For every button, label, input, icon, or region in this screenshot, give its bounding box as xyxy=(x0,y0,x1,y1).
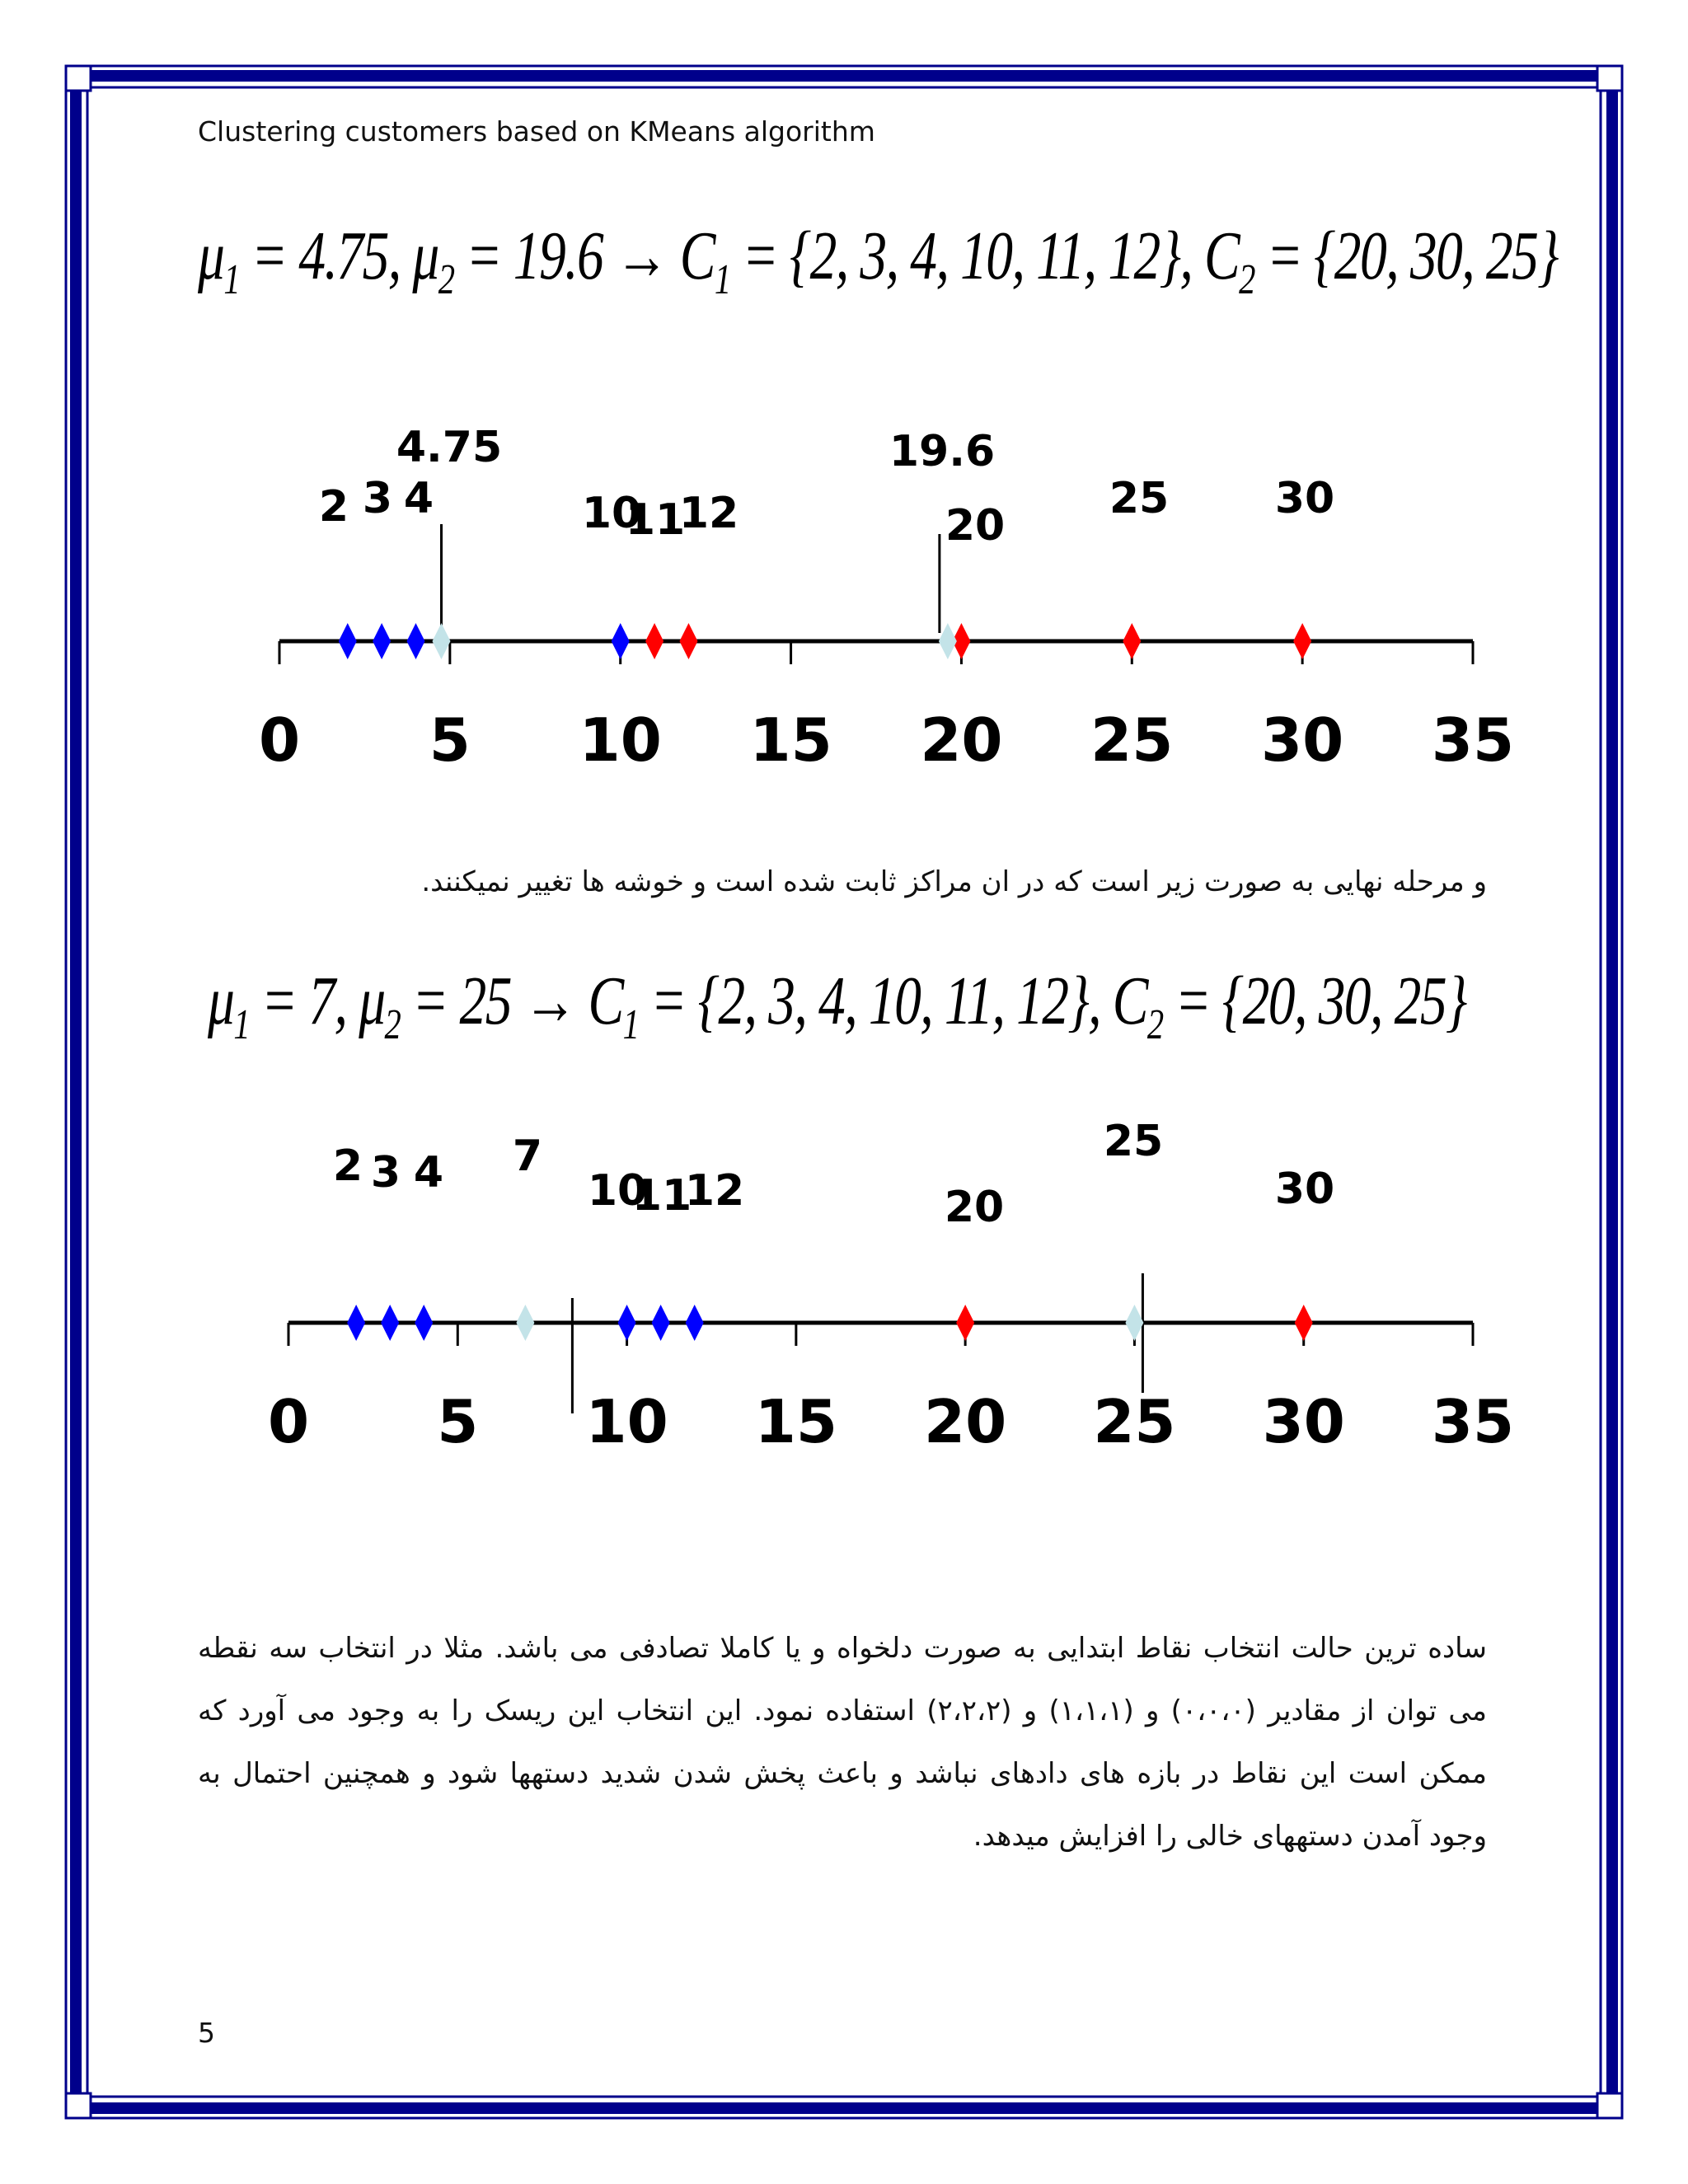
point-label: 3 xyxy=(370,1148,401,1197)
point-label: 4 xyxy=(413,1148,444,1197)
tick-label: 20 xyxy=(924,1387,1007,1456)
tick-label: 10 xyxy=(585,1387,668,1456)
tick-label: 10 xyxy=(579,705,662,775)
cluster1-point xyxy=(347,1305,365,1341)
mu1-value: 7 xyxy=(308,963,335,1039)
centroid-label: 4.75 xyxy=(396,423,503,472)
point-label: 2 xyxy=(318,482,349,532)
point-label: 20 xyxy=(945,501,1006,551)
tick-label: 25 xyxy=(1093,1387,1176,1456)
cluster1-point xyxy=(618,1305,636,1341)
cluster2-point xyxy=(1123,623,1141,659)
mu2-value: 19.6 xyxy=(513,218,603,294)
page-header: Clustering customers based on KMeans algorithm xyxy=(198,115,875,148)
point-label: 2 xyxy=(332,1141,363,1191)
tick-label: 35 xyxy=(1431,705,1515,775)
final-stage-sentence: و مرحله نهایی به صورت زیر است که در ان مراکز ثابت شده است و خوشه ها تغییر نمیکنند. xyxy=(421,865,1487,898)
cluster1-point xyxy=(381,1305,399,1341)
tick-label: 5 xyxy=(437,1387,479,1456)
cluster2-set: {20, 30, 25} xyxy=(1221,963,1466,1039)
centroid-point xyxy=(939,623,957,659)
initialization-paragraph: ساده ترین حالت انتخاب نقاط ابتدایی به صورت دلخواه و یا کاملا تصادفی می باشد. مثلا در انتخاب سه نقطه می توان از مقادیر (۰،۰،۰) و (۱،۱،۱) و (۲،۲،۲) استفاده نمود. این انتخاب این ریسک را به وجود می آورد که ممکن است این نقاط در بازه های دادهای نباشد و باعث پخش شدن شدید دستهها شود و همچنین احتمال به وجود آمدن دستههای خالی را افزایش میدهد. xyxy=(198,1632,1487,1853)
cluster1-set: {2, 3, 4, 10, 11, 12} xyxy=(789,218,1180,294)
cluster1-point xyxy=(339,623,357,659)
tick-label: 0 xyxy=(267,1387,310,1456)
formula-iteration: $\mu_1 = 4.75$, $\mu_2 = 19.6 \to C_1 = \{2$, 3, 4, 10, 11, 12}, $C_2 = \{20$, 30, 25} xyxy=(198,218,1558,303)
tick-label: 15 xyxy=(749,705,832,775)
mu2-value: 25 xyxy=(459,963,511,1039)
tick-label: 20 xyxy=(920,705,1003,775)
tick-label: 25 xyxy=(1090,705,1174,775)
point-label: 11 xyxy=(631,1171,692,1221)
centroid-label: 19.6 xyxy=(889,427,996,476)
cluster1-point xyxy=(406,623,424,659)
tick-label: 0 xyxy=(258,705,301,775)
cluster2-point xyxy=(956,1305,974,1341)
point-label: 12 xyxy=(678,489,739,538)
point-label: 11 xyxy=(625,495,686,545)
centroid-point xyxy=(516,1305,534,1341)
centroid-label: 25 xyxy=(1103,1117,1164,1166)
tick-label: 30 xyxy=(1261,705,1344,775)
tick-label: 30 xyxy=(1262,1387,1345,1456)
cluster1-point xyxy=(415,1305,433,1341)
cluster2-point xyxy=(1293,623,1311,659)
number-line-iteration xyxy=(0,412,1688,791)
cluster2-point xyxy=(1295,1305,1313,1341)
cluster2-point xyxy=(645,623,663,659)
cluster1-point xyxy=(652,1305,670,1341)
point-label: 30 xyxy=(1274,474,1335,523)
number-line-final xyxy=(0,1104,1688,1492)
point-label: 30 xyxy=(1274,1165,1335,1214)
cluster1-point xyxy=(612,623,630,659)
tick-label: 5 xyxy=(429,705,471,775)
formula-final: $\mu_1 = 7$, $\mu_2 = 25 \to C_1 = \{2$, 3, 4, 10, 11, 12}, $C_2 = \{20$, 30, 25} xyxy=(208,963,1466,1048)
point-label: 12 xyxy=(684,1166,745,1216)
point-label: 4 xyxy=(403,474,434,523)
point-label: 3 xyxy=(362,474,393,523)
point-label: 20 xyxy=(944,1183,1005,1232)
centroid-label: 7 xyxy=(512,1132,543,1181)
cluster1-point xyxy=(686,1305,704,1341)
cluster1-set: {2, 3, 4, 10, 11, 12} xyxy=(697,963,1089,1039)
tick-label: 15 xyxy=(754,1387,837,1456)
centroid-point xyxy=(433,623,451,659)
cluster2-point xyxy=(679,623,697,659)
point-label: 10 xyxy=(581,489,642,538)
cluster2-set: {20, 30, 25} xyxy=(1314,218,1558,294)
mu1-value: 4.75 xyxy=(298,218,388,294)
point-label: 25 xyxy=(1109,474,1170,523)
centroid-point xyxy=(1125,1305,1143,1341)
tick-label: 35 xyxy=(1431,1387,1515,1456)
page-number: 5 xyxy=(198,2017,215,2049)
point-label: 10 xyxy=(587,1166,648,1216)
cluster1-point xyxy=(373,623,391,659)
